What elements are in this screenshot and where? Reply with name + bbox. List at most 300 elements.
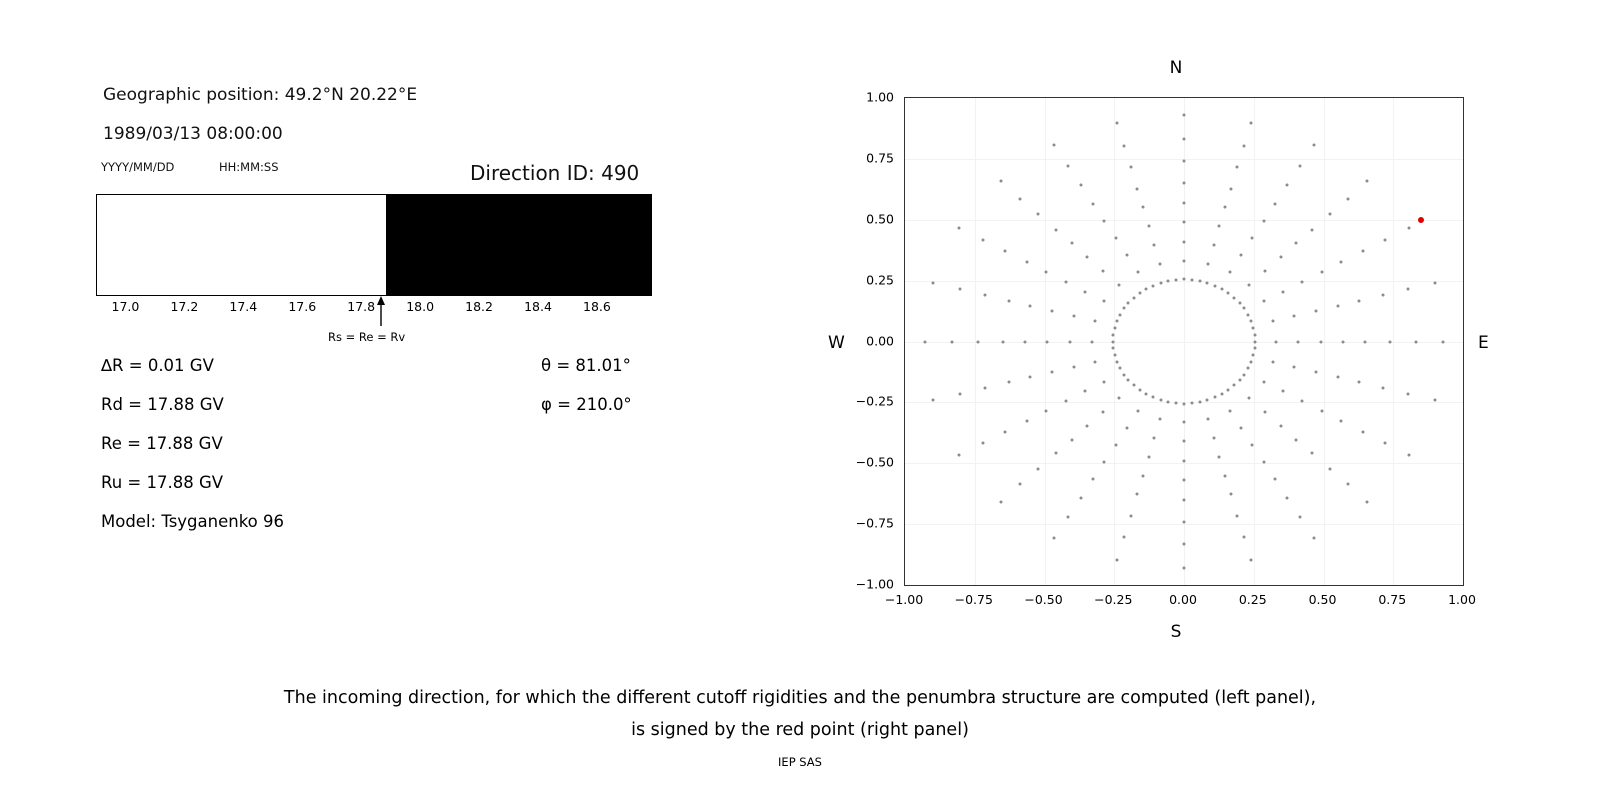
sky-x-tick-label: −1.00 — [884, 592, 924, 607]
direction-point — [1247, 367, 1250, 370]
direction-point — [1138, 389, 1141, 392]
direction-point — [1315, 371, 1318, 374]
penumbra-x-tick-label: 17.4 — [229, 299, 258, 314]
direction-point — [982, 441, 985, 444]
direction-point — [1004, 430, 1007, 433]
direction-point — [1252, 354, 1255, 357]
sky-y-tick-label: 0.00 — [866, 333, 894, 348]
sky-x-tick-label: 0.75 — [1378, 592, 1407, 607]
direction-point — [1366, 180, 1369, 183]
direction-point — [1328, 467, 1331, 470]
direction-point — [1286, 184, 1289, 187]
direction-point — [1037, 467, 1040, 470]
direction-point — [1183, 278, 1186, 281]
left-panel — [0, 0, 760, 660]
direction-point — [1070, 438, 1073, 441]
penumbra-x-tick-label: 18.6 — [583, 299, 611, 314]
sky-y-tick-label: 1.00 — [866, 89, 894, 105]
direction-point — [1262, 220, 1265, 223]
direction-point — [1125, 254, 1128, 257]
direction-point — [959, 288, 962, 291]
direction-point — [1251, 237, 1254, 240]
direction-point — [1220, 287, 1223, 290]
direction-point — [1183, 498, 1186, 501]
direction-point — [1262, 300, 1265, 303]
gridline — [905, 463, 1463, 464]
direction-point — [1342, 340, 1345, 343]
direction-point — [1068, 340, 1071, 343]
direction-point — [1301, 400, 1304, 403]
direction-point — [1213, 284, 1216, 287]
direction-point — [1001, 340, 1004, 343]
rs-marker-arrow-icon — [374, 296, 388, 326]
gridline — [905, 342, 1463, 343]
direction-point — [958, 227, 961, 230]
direction-point — [1114, 237, 1117, 240]
direction-point — [1152, 284, 1155, 287]
direction-point — [1212, 244, 1215, 247]
direction-point — [1315, 309, 1318, 312]
direction-point — [1229, 410, 1232, 413]
direction-point — [1072, 366, 1075, 369]
direction-point — [1019, 197, 1022, 200]
direction-point — [1238, 301, 1241, 304]
direction-point — [1045, 271, 1048, 274]
direction-point — [1271, 361, 1274, 364]
direction-point — [1262, 460, 1265, 463]
direction-point — [1229, 270, 1232, 273]
direction-point — [1115, 361, 1118, 364]
direction-point — [1295, 438, 1298, 441]
direction-point — [1004, 250, 1007, 253]
direction-point — [1382, 387, 1385, 390]
direction-point — [1311, 452, 1314, 455]
re-value: Re = 17.88 GV — [101, 434, 223, 453]
direction-point — [1136, 187, 1139, 190]
direction-point — [1183, 182, 1186, 185]
date-format-hint: YYYY/MM/DD — [101, 160, 175, 174]
direction-point — [1328, 213, 1331, 216]
sky-y-tick-label: −1.00 — [855, 576, 894, 592]
direction-point — [1118, 367, 1121, 370]
direction-point — [1183, 160, 1186, 163]
direction-point — [1141, 474, 1144, 477]
sky-y-tick-label: 0.25 — [866, 272, 894, 288]
direction-point — [1240, 426, 1243, 429]
direction-point — [1053, 536, 1056, 539]
direction-point — [1247, 313, 1250, 316]
delta-r-value: ∆R = 0.01 GV — [101, 356, 214, 375]
direction-point — [1117, 283, 1120, 286]
direction-point — [1382, 293, 1385, 296]
direction-point — [1029, 304, 1032, 307]
direction-point — [1298, 515, 1301, 518]
direction-point — [1145, 287, 1148, 290]
sky-y-tick-label: −0.50 — [855, 454, 894, 470]
direction-point — [1248, 283, 1251, 286]
direction-point — [1067, 515, 1070, 518]
direction-point — [1175, 278, 1178, 281]
sky-y-tick-label: −0.25 — [855, 393, 894, 409]
direction-point — [1079, 184, 1082, 187]
direction-point — [1167, 279, 1170, 282]
direction-point — [1086, 424, 1089, 427]
direction-point — [1366, 500, 1369, 503]
sky-x-tick-label: 0.50 — [1308, 592, 1337, 607]
direction-point — [1250, 559, 1253, 562]
direction-point — [1007, 381, 1010, 384]
direction-point — [1147, 455, 1150, 458]
direction-point — [1053, 144, 1056, 147]
direction-point — [1175, 402, 1178, 405]
direction-point — [1115, 319, 1118, 322]
direction-point — [1346, 483, 1349, 486]
direction-point — [1212, 436, 1215, 439]
direction-point — [1183, 479, 1186, 482]
direction-point — [1083, 290, 1086, 293]
penumbra-band — [386, 195, 651, 295]
compass-east-label: E — [1478, 333, 1489, 353]
direction-point — [1336, 304, 1339, 307]
direction-point — [1240, 254, 1243, 257]
direction-point — [1336, 376, 1339, 379]
direction-point — [1183, 542, 1186, 545]
direction-point — [1227, 291, 1230, 294]
direction-point — [1262, 380, 1265, 383]
direction-point — [1263, 411, 1266, 414]
direction-point — [1406, 288, 1409, 291]
direction-point — [1407, 227, 1410, 230]
direction-point — [1233, 384, 1236, 387]
direction-point — [1103, 220, 1106, 223]
direction-point — [1198, 401, 1201, 404]
penumbra-x-tick-label: 17.2 — [170, 299, 199, 314]
direction-point — [1282, 290, 1285, 293]
direction-point — [1236, 514, 1239, 517]
selected-direction-point — [1418, 217, 1424, 223]
penumbra-band — [97, 195, 386, 295]
direction-point — [1229, 187, 1232, 190]
direction-point — [1271, 319, 1274, 322]
sky-x-tick-label: −0.25 — [1094, 592, 1133, 607]
direction-point — [1050, 371, 1053, 374]
geographic-position-text: Geographic position: 49.2°N 20.22°E — [103, 85, 418, 105]
direction-point — [923, 340, 926, 343]
penumbra-x-tick-label: 17.8 — [347, 299, 376, 314]
direction-point — [1218, 455, 1221, 458]
direction-point — [1129, 514, 1132, 517]
direction-point — [1389, 340, 1392, 343]
right-panel — [800, 0, 1600, 660]
direction-point — [1273, 477, 1276, 480]
direction-point — [1213, 396, 1216, 399]
direction-point — [1250, 121, 1253, 124]
direction-point — [1086, 256, 1089, 259]
direction-point — [1248, 397, 1251, 400]
direction-point — [1383, 239, 1386, 242]
direction-point — [1301, 280, 1304, 283]
direction-point — [1263, 269, 1266, 272]
direction-point — [1113, 354, 1116, 357]
direction-point — [1136, 270, 1139, 273]
direction-point — [1054, 228, 1057, 231]
direction-point — [1433, 281, 1436, 284]
direction-point — [1064, 400, 1067, 403]
direction-point — [1407, 453, 1410, 456]
direction-point — [1025, 419, 1028, 422]
credit-text: IEP SAS — [778, 755, 822, 769]
caption-line-2: is signed by the red point (right panel) — [631, 720, 969, 741]
sky-x-tick-label: 1.00 — [1448, 592, 1476, 607]
direction-point — [1227, 389, 1230, 392]
direction-point — [1136, 493, 1139, 496]
direction-point — [1136, 410, 1139, 413]
direction-point — [1254, 340, 1257, 343]
direction-point — [1252, 326, 1255, 329]
direction-point — [1064, 280, 1067, 283]
direction-point — [1072, 314, 1075, 317]
direction-point — [999, 180, 1002, 183]
direction-point — [1079, 496, 1082, 499]
direction-point — [1442, 340, 1445, 343]
figure-caption — [0, 682, 1600, 747]
direction-point — [1054, 452, 1057, 455]
direction-point — [1183, 138, 1186, 141]
direction-point — [1145, 393, 1148, 396]
direction-point — [1103, 300, 1106, 303]
direction-point — [1183, 221, 1186, 224]
direction-point — [1275, 340, 1278, 343]
direction-point — [1312, 536, 1315, 539]
direction-point — [1037, 213, 1040, 216]
sky-y-tick-label: 0.75 — [866, 150, 894, 166]
direction-point — [1406, 392, 1409, 395]
direction-point — [1129, 166, 1132, 169]
direction-point — [1115, 559, 1118, 562]
direction-point — [1103, 460, 1106, 463]
sky-x-tick-label: −0.75 — [954, 592, 993, 607]
direction-point — [1125, 426, 1128, 429]
direction-point — [1050, 309, 1053, 312]
direction-point — [1190, 402, 1193, 405]
direction-point — [1159, 418, 1162, 421]
direction-point — [1159, 262, 1162, 265]
direction-point — [1123, 145, 1126, 148]
compass-west-label: W — [828, 333, 845, 353]
direction-point — [1312, 144, 1315, 147]
direction-point — [1279, 424, 1282, 427]
direction-point — [1298, 165, 1301, 168]
direction-point — [1183, 420, 1186, 423]
direction-point — [1127, 301, 1130, 304]
direction-point — [1046, 340, 1049, 343]
direction-id-text: Direction ID: 490 — [470, 161, 640, 185]
direction-point — [1297, 340, 1300, 343]
theta-value: θ = 81.01° — [541, 356, 631, 375]
direction-point — [951, 340, 954, 343]
penumbra-x-tick-label: 18.4 — [524, 299, 552, 314]
direction-point — [1361, 250, 1364, 253]
sky-directions-chart — [904, 97, 1464, 586]
direction-point — [1253, 347, 1256, 350]
direction-point — [1206, 262, 1209, 265]
direction-point — [1114, 443, 1117, 446]
direction-point — [1132, 384, 1135, 387]
direction-point — [1319, 340, 1322, 343]
sky-x-tick-label: −0.50 — [1024, 592, 1063, 607]
direction-point — [1183, 260, 1186, 263]
direction-point — [1236, 166, 1239, 169]
direction-point — [1117, 397, 1120, 400]
direction-point — [1007, 299, 1010, 302]
direction-point — [1070, 242, 1073, 245]
direction-point — [1282, 390, 1285, 393]
direction-point — [1358, 381, 1361, 384]
direction-point — [1233, 296, 1236, 299]
direction-point — [1243, 373, 1246, 376]
direction-point — [1183, 459, 1186, 462]
direction-point — [1153, 244, 1156, 247]
direction-point — [1414, 340, 1417, 343]
direction-point — [1167, 401, 1170, 404]
phi-value: φ = 210.0° — [541, 395, 632, 414]
direction-point — [1243, 307, 1246, 310]
sky-y-tick-label: 0.50 — [866, 211, 894, 227]
penumbra-x-tick-label: 18.0 — [406, 299, 435, 314]
sky-x-tick-label: 0.00 — [1169, 592, 1197, 607]
direction-point — [1286, 496, 1289, 499]
direction-point — [1138, 291, 1141, 294]
direction-point — [1112, 333, 1115, 336]
penumbra-x-tick-label: 18.2 — [465, 299, 493, 314]
direction-point — [1025, 261, 1028, 264]
model-value: Model: Tsyganenko 96 — [101, 512, 285, 531]
rd-value: Rd = 17.88 GV — [101, 395, 224, 414]
rs-marker-label: Rs = Re = Rv — [328, 330, 406, 344]
sky-y-tick-label: −0.75 — [855, 515, 894, 531]
direction-point — [1153, 436, 1156, 439]
sky-x-tick-label: 0.25 — [1238, 592, 1267, 607]
direction-point — [1122, 307, 1125, 310]
direction-point — [1115, 121, 1118, 124]
direction-point — [1433, 399, 1436, 402]
direction-point — [1293, 314, 1296, 317]
direction-point — [1090, 340, 1093, 343]
caption-line-1: The incoming direction, for which the different cutoff rigidities and the penumbra structure are computed (left panel), — [283, 688, 1317, 708]
direction-point — [1102, 411, 1105, 414]
direction-point — [1147, 225, 1150, 228]
direction-point — [1295, 242, 1298, 245]
direction-point — [1190, 278, 1193, 281]
penumbra-x-tick-label: 17.6 — [288, 299, 317, 314]
direction-point — [1229, 493, 1232, 496]
direction-point — [932, 399, 935, 402]
datetime-text: 1989/03/13 08:00:00 — [103, 124, 283, 144]
direction-point — [1083, 390, 1086, 393]
gridline — [905, 524, 1463, 525]
direction-point — [1346, 197, 1349, 200]
direction-point — [983, 387, 986, 390]
direction-point — [1273, 203, 1276, 206]
direction-point — [1094, 319, 1097, 322]
direction-point — [1023, 340, 1026, 343]
direction-point — [976, 340, 979, 343]
direction-point — [1159, 399, 1162, 402]
direction-point — [1220, 393, 1223, 396]
direction-point — [1340, 261, 1343, 264]
direction-point — [1293, 366, 1296, 369]
direction-point — [1253, 333, 1256, 336]
direction-point — [1183, 114, 1186, 117]
direction-point — [1045, 409, 1048, 412]
direction-point — [1183, 520, 1186, 523]
direction-point — [1251, 443, 1254, 446]
direction-point — [1250, 319, 1253, 322]
direction-point — [1094, 361, 1097, 364]
direction-point — [1118, 313, 1121, 316]
direction-point — [1206, 281, 1209, 284]
direction-point — [932, 281, 935, 284]
direction-point — [1383, 441, 1386, 444]
direction-point — [1183, 440, 1186, 443]
direction-point — [1102, 269, 1105, 272]
direction-point — [1224, 474, 1227, 477]
direction-point — [1242, 535, 1245, 538]
direction-point — [1123, 535, 1126, 538]
direction-point — [1029, 376, 1032, 379]
direction-point — [1206, 399, 1209, 402]
direction-point — [1183, 201, 1186, 204]
direction-point — [958, 453, 961, 456]
direction-point — [1320, 409, 1323, 412]
direction-point — [1113, 326, 1116, 329]
direction-point — [1238, 379, 1241, 382]
direction-point — [1111, 340, 1114, 343]
direction-point — [1141, 206, 1144, 209]
direction-point — [1311, 228, 1314, 231]
direction-point — [1092, 203, 1095, 206]
direction-point — [1183, 566, 1186, 569]
direction-point — [1250, 361, 1253, 364]
direction-point — [1320, 271, 1323, 274]
direction-point — [983, 293, 986, 296]
direction-point — [1152, 396, 1155, 399]
penumbra-x-tick-label: 17.0 — [111, 299, 140, 314]
direction-point — [1067, 165, 1070, 168]
direction-point — [1206, 418, 1209, 421]
direction-point — [1218, 225, 1221, 228]
direction-point — [1340, 419, 1343, 422]
direction-point — [1019, 483, 1022, 486]
compass-north-label: N — [1169, 58, 1183, 78]
direction-point — [1242, 145, 1245, 148]
direction-point — [959, 392, 962, 395]
direction-point — [1112, 347, 1115, 350]
direction-point — [1361, 430, 1364, 433]
ru-value: Ru = 17.88 GV — [101, 473, 224, 492]
direction-point — [1198, 279, 1201, 282]
direction-point — [1122, 373, 1125, 376]
direction-point — [1092, 477, 1095, 480]
direction-point — [1183, 402, 1186, 405]
direction-point — [1224, 206, 1227, 209]
direction-point — [1127, 379, 1130, 382]
direction-point — [1358, 299, 1361, 302]
direction-point — [999, 500, 1002, 503]
compass-south-label: S — [1170, 622, 1182, 642]
direction-point — [1183, 240, 1186, 243]
penumbra-strip-chart — [96, 194, 652, 296]
